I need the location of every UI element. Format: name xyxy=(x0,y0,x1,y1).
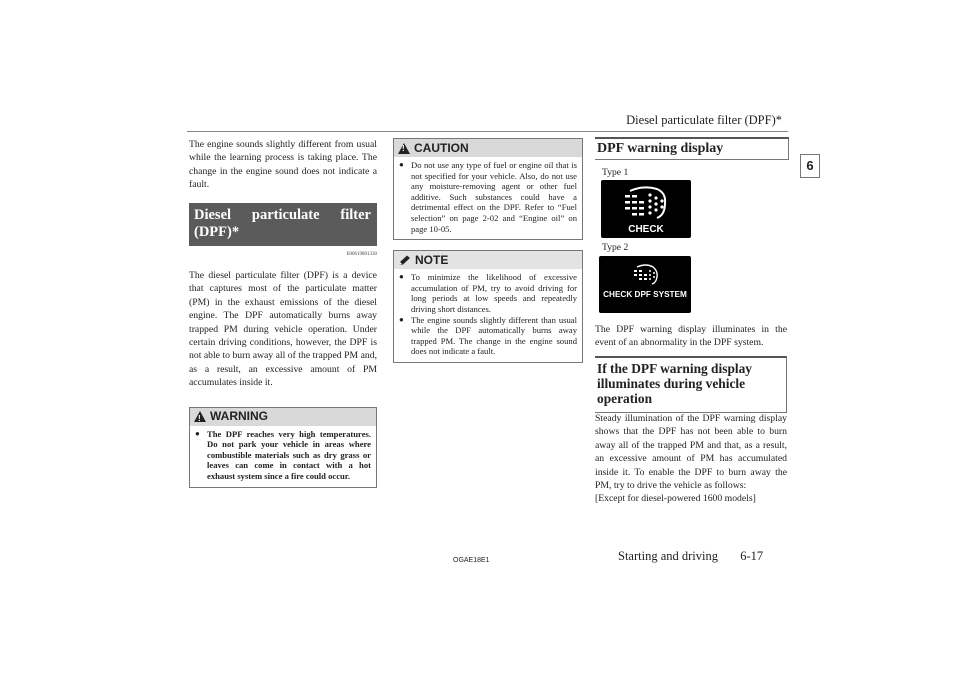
note-title: NOTE xyxy=(415,253,449,268)
dpf-body-text: Steady illumination of the DPF warning display shows that the DPF has not been able to burn away all of the trapped PM and that, as a result, an excessive amount of PM has accumulated inside it. To enable the DPF to burn away the PM, try to drive the vehicle as follows: xyxy=(595,413,787,492)
column-left xyxy=(189,138,377,488)
intro-paragraph: The engine sounds slightly different from usual while the learning process is taking place. The change in the engine sound does not indicate a fault. xyxy=(189,139,377,191)
warning-box xyxy=(189,407,377,488)
bullet-icon: ● xyxy=(195,428,200,438)
type1-label: Type 1 xyxy=(602,167,629,178)
note-header xyxy=(394,251,582,269)
type1-display xyxy=(601,180,691,238)
section-id: E00619801330 xyxy=(346,251,377,257)
type2-display-text: CHECK DPF SYSTEM xyxy=(603,290,687,299)
warning-body xyxy=(190,426,376,487)
column-middle xyxy=(393,138,583,363)
section-title: Diesel particulate filter (DPF)* xyxy=(189,203,377,246)
bullet-icon: ● xyxy=(399,314,404,324)
section-body: The diesel particulate filter (DPF) is a device that captures most of the particulate matter (PM) in the exhaust emissions of the diesel engine. The DPF automatically burns away trapped PM during vehicle operation. Under certain driving conditions, however, the DPF is not able to burn away all of the trapped PM and, as a result, an excessive amount of PM accumulates inside it. xyxy=(189,270,377,389)
dpf-warning-heading: DPF warning display xyxy=(595,137,789,160)
type2-display xyxy=(599,256,691,313)
type2-label: Type 2 xyxy=(602,242,629,253)
footer-page-number: 6-17 xyxy=(740,549,764,563)
warning-title: WARNING xyxy=(210,408,268,423)
warning-item xyxy=(195,429,371,482)
footer-page xyxy=(618,549,763,564)
bullet-icon: ● xyxy=(399,272,404,282)
note-box xyxy=(393,250,583,363)
note-item xyxy=(399,272,577,314)
footer-section: Starting and driving xyxy=(618,549,718,563)
caution-title: CAUTION xyxy=(414,141,469,155)
bullet-icon: ● xyxy=(399,160,404,169)
footer-code: OGAE18E1 xyxy=(453,557,490,564)
dpf-display-description: The DPF warning display illuminates in the event of an abnormality in the DPF system. xyxy=(595,324,787,349)
dpf-icon-small xyxy=(632,264,660,288)
caution-header xyxy=(394,139,582,157)
header-divider xyxy=(187,131,788,132)
dpf-icon xyxy=(621,185,671,221)
caution-box xyxy=(393,138,583,240)
dpf-subheading: If the DPF warning display illuminates during vehicle operation xyxy=(595,356,787,413)
warning-icon xyxy=(194,411,206,422)
type1-display-text: CHECK xyxy=(628,224,664,235)
pencil-icon xyxy=(398,255,411,266)
caution-item-text: Do not use any type of fuel or engine oil that is not specified for your vehicle. Also, do not use any moisture-removing agent or other fuel additive. Such substances could have a detrimental effect on the DPF. Refer to “Fuel selection” on page 2-02 and “Engine oil” on page 10-05. xyxy=(411,160,577,234)
chapter-tab: 6 xyxy=(800,154,820,178)
note-item xyxy=(399,315,577,357)
dpf-body xyxy=(595,412,787,506)
note-item-text: The engine sounds slightly different than usual while the DPF automatically burns away trapped PM. The change in the engine sound does not indicate a fault. xyxy=(411,314,577,357)
warning-item-text: The DPF reaches very high temperatures. Do not park your vehicle in areas where combustible materials such as dry grass or leaves can come in contact with a hot exhaust system since a fire could occur. xyxy=(207,428,371,482)
dpf-models-note: [Except for diesel-powered 1600 models] xyxy=(595,493,756,505)
caution-body xyxy=(394,157,582,239)
note-body xyxy=(394,269,582,362)
note-item-text: To minimize the likelihood of excessive accumulation of PM, try to avoid driving for long periods at low speeds and repeatedly driving short distances. xyxy=(411,272,577,314)
warning-header xyxy=(190,408,376,426)
page-header-title: Diesel particulate filter (DPF)* xyxy=(626,113,782,127)
caution-icon xyxy=(398,143,410,154)
caution-item xyxy=(399,160,577,234)
